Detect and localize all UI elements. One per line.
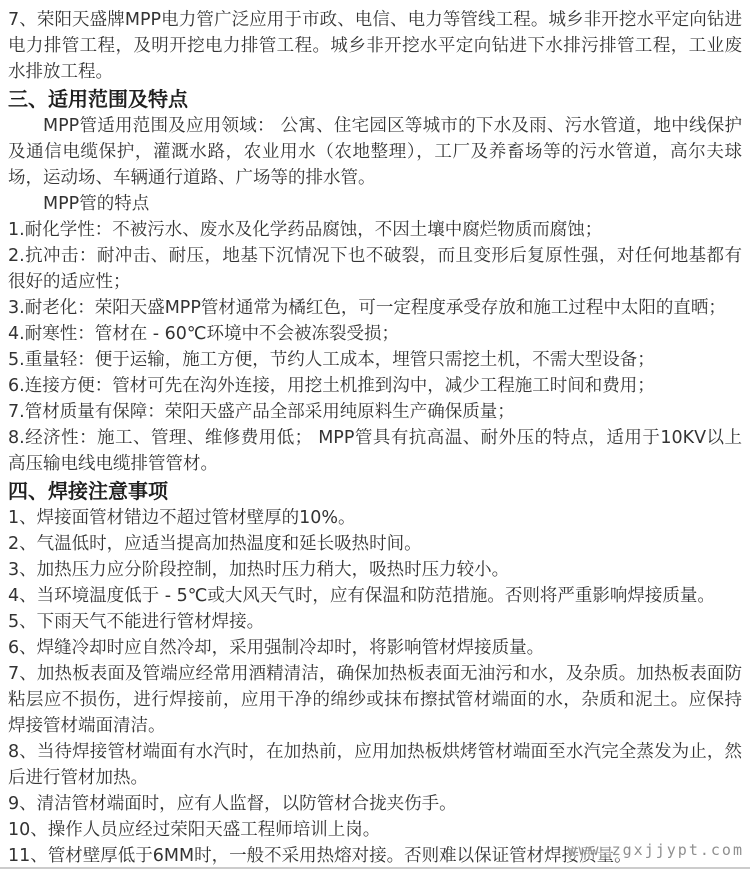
section4-heading: 四、焊接注意事项 [8,479,168,503]
welding-note-2: 2、气温低时，应适当提高加热温度和延长吸热时间。 [8,534,422,554]
watermark-url: www.zgxjjypt.com [567,841,744,859]
feature-item-8: 8.经济性：施工、管理、维修费用低； MPP管具有抗高温、耐外压的特点，适用于10KV以上高压输电线电缆排管管材。 [8,428,742,474]
bottom-divider [0,867,750,869]
feature-item-7: 7.管材质量有保障：荣阳天盛产品全部采用纯原料生产确保质量； [8,402,515,422]
welding-note-4: 4、当环境温度低于 - 5℃或大风天气时，应有保温和防范措施。否则将严重影响焊接质量。 [8,586,715,606]
section3-heading: 三、适用范围及特点 [8,87,188,111]
intro-paragraph-item-7: 7、荣阳天盛牌MPP电力管广泛应用于市政、电信、电力等管线工程。城乡非开挖水平定向钻进电力排管工程，及明开挖电力排管工程。城乡非开挖水平定向钻进下水排污排管工程，工业废水排放工程。 [8,10,742,82]
welding-note-10: 10、操作人员应经过荣阳天盛工程师培训上岗。 [8,820,381,840]
feature-item-4: 4.耐寒性：管材在 - 60℃环境中不会被冻裂受损； [8,324,400,344]
feature-item-6: 6.连接方便：管材可先在沟外连接，用挖土机推到沟中，减少工程施工时间和费用； [8,376,655,396]
welding-note-9: 9、清洁管材端面时，应有人监督，以防管材合拢夹伤手。 [8,794,457,814]
application-scope-paragraph: MPP管适用范围及应用领域： 公寓、住宅园区等城市的下水及雨、污水管道，地中线保护及通信电缆保护，灌溉水路，农业用水（农地整理），工厂及养畜场等的污水管道，高尔夫球场，运动场、车辆通行道路、广场等的排水管。 [8,116,742,188]
welding-note-1: 1、焊接面管材错边不超过管材壁厚的10%。 [8,508,356,528]
welding-note-3: 3、加热压力应分阶段控制，加热时压力稍大，吸热时压力较小。 [8,560,510,580]
feature-item-3: 3.耐老化：荣阳天盛MPP管材通常为橘红色，可一定程度承受存放和施工过程中太阳的直晒； [8,298,726,318]
features-title: MPP管的特点 [43,194,150,214]
welding-note-11: 11、管材壁厚低于6MM时，一般不采用热熔对接。否则难以保证管材焊接质量。 [8,846,632,866]
feature-item-1: 1.耐化学性：不被污水、废水及化学药品腐蚀，不因土壤中腐烂物质而腐蚀； [8,220,603,240]
feature-item-5: 5.重量轻：便于运输，施工方便，节约人工成本，埋管只需挖土机，不需大型设备； [8,350,655,370]
welding-note-5: 5、下雨天气不能进行管材焊接。 [8,612,265,632]
feature-item-2: 2.抗冲击：耐冲击、耐压，地基下沉情况下也不破裂，而且变形后复原性强，对任何地基都有很好的适应性； [8,246,742,292]
welding-note-6: 6、焊缝冷却时应自然冷却，采用强制冷却时，将影响管材焊接质量。 [8,638,545,658]
welding-note-7: 7、加热板表面及管端应经常用酒精清洁，确保加热板表面无油污和水，及杂质。加热板表面防粘层应不损伤，进行焊接前，应用干净的绵纱或抹布擦拭管材端面的水，杂质和泥土。应保持焊接管材端面清洁。 [8,664,742,736]
welding-note-8: 8、当待焊接管材端面有水汽时，在加热前，应用加热板烘烤管材端面至水汽完全蒸发为止，然后进行管材加热。 [8,742,742,788]
